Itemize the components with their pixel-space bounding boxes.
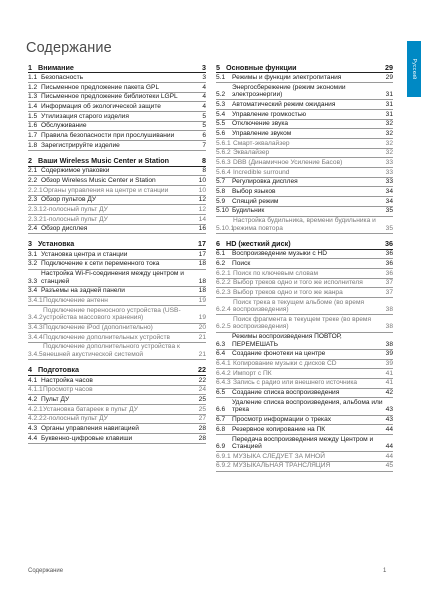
- toc-entry-number: 3.2: [28, 260, 38, 268]
- toc-section-heading[interactable]: [216, 63, 393, 73]
- toc-entry-title: Основные функции: [226, 62, 297, 72]
- toc-entry-title: Поиск фрагмента в текущем треке (во время воспроизведения): [233, 315, 372, 331]
- toc-entry-page: 43: [385, 406, 393, 414]
- toc-entry-title: Автоматический режим ожидания: [232, 100, 336, 108]
- toc-entry-number: 5: [216, 62, 220, 72]
- toc-entry[interactable]: [28, 73, 206, 83]
- toc-entry-title: Установка центра и станции: [41, 250, 128, 258]
- toc-entry-number: 4.2.1: [28, 405, 43, 413]
- toc-entry-page: 41: [385, 369, 393, 377]
- toc-entry[interactable]: [216, 398, 393, 415]
- toc-entry-title: Смарт-эквалайзер: [233, 139, 290, 147]
- toc-entry-page: 39: [385, 360, 393, 368]
- toc-entry-number: 5.7: [216, 178, 226, 186]
- toc-entry[interactable]: [216, 333, 393, 350]
- toc-section-heading[interactable]: [28, 240, 206, 250]
- toc-entry-title: Передача воспроизведения между Центром и Станцией: [232, 435, 374, 451]
- toc-entry-title: DBB (Динамичное Усиление Басов): [233, 158, 343, 166]
- toc-entry-number: 1: [28, 62, 32, 72]
- toc-entry-number: 5.2: [216, 91, 226, 99]
- toc-entry-page: 28: [198, 434, 206, 442]
- toc-entry-number: 5.1: [216, 73, 226, 81]
- toc-entry-page: 36: [385, 269, 393, 277]
- toc-entry[interactable]: [28, 225, 206, 235]
- toc-entry[interactable]: [28, 333, 206, 343]
- toc-entry-page: 44: [385, 452, 393, 460]
- toc-entry-page: 19: [198, 297, 206, 305]
- toc-section-heading[interactable]: [28, 366, 206, 376]
- toc-entry-number: 5.3: [216, 100, 226, 108]
- toc-entry-title: Обслуживание: [41, 122, 87, 130]
- toc-entry-number: 6.2.1: [216, 269, 231, 277]
- toc-entry-page: 33: [385, 168, 393, 176]
- toc-entry-number: 4: [28, 365, 32, 375]
- toc-entry-title: Создание фонотеки на центре: [232, 350, 326, 358]
- toc-entry[interactable]: [28, 260, 206, 270]
- toc-entry[interactable]: [216, 279, 393, 289]
- toc-entry-number: 1.3: [28, 93, 38, 101]
- toc-entry-title: Информация об экологической защите: [41, 102, 161, 110]
- toc-entry-title: 1-полосный пульт ДУ: [43, 215, 108, 223]
- toc-entry-number: 6.5: [216, 389, 226, 397]
- toc-entry[interactable]: [216, 389, 393, 399]
- toc-entry-title: МУЗЫКА СЛЕДУЕТ ЗА МНОЙ: [233, 452, 326, 460]
- toc-entry-title: Подключение дополнительного устройства к внешней акустической системой: [43, 343, 180, 359]
- toc-entry[interactable]: [28, 112, 206, 122]
- toc-entry-title: Ваши Wireless Music Center и Station: [38, 155, 169, 165]
- toc-entry-number: 2.3.1: [28, 205, 43, 213]
- toc-entry-title: Обзор Wireless Music Center и Station: [41, 176, 156, 184]
- toc-entry-title: Установка батареек в пульт ДУ: [43, 405, 138, 413]
- toc-entry-number: 6.1: [216, 250, 226, 258]
- toc-entry-number: 2.2.1: [28, 186, 43, 194]
- toc-entry-title: Резервное копирование на ПК: [232, 425, 326, 433]
- toc-entry-title: Создание списка воспроизведения: [232, 389, 340, 397]
- toc-entry-number: 5.6.1: [216, 139, 231, 147]
- toc-entry[interactable]: [216, 168, 393, 178]
- toc-entry-title: 2-полосный пульт ДУ: [43, 205, 108, 213]
- toc-entry[interactable]: [216, 315, 393, 332]
- toc-entry[interactable]: [216, 298, 393, 315]
- toc-entry[interactable]: [216, 425, 393, 435]
- toc-entry[interactable]: [216, 129, 393, 139]
- toc-entry-number: 3.1: [28, 250, 38, 258]
- toc-section-heading[interactable]: [28, 156, 206, 166]
- toc-entry-page: 29: [385, 62, 393, 72]
- toc-entry-number: 6.9.2: [216, 462, 231, 470]
- toc-entry-number: 3.4: [28, 287, 38, 295]
- toc-entry-page: 18: [198, 260, 206, 268]
- toc-entry[interactable]: [28, 415, 206, 425]
- toc-entry-page: 10: [198, 186, 206, 194]
- toc-entry-page: 5: [202, 122, 206, 130]
- toc-entry-page: 14: [198, 215, 206, 223]
- toc-entry-page: 33: [385, 178, 393, 186]
- toc-entry-number: 1.8: [28, 141, 38, 149]
- toc-entry-number: 6.2.3: [216, 288, 231, 296]
- toc-entry-number: 4.2: [28, 395, 38, 403]
- toc-entry-title: Подключение дополнительных устройств: [43, 333, 170, 341]
- toc-entry-title: Отключение звука: [232, 120, 289, 128]
- toc-entry-title: Подготовка: [38, 365, 79, 375]
- toc-entry[interactable]: [28, 176, 206, 186]
- toc-entry[interactable]: [216, 187, 393, 197]
- toc-entry[interactable]: [28, 186, 206, 196]
- toc-entry[interactable]: [28, 395, 206, 405]
- toc-entry[interactable]: [28, 83, 206, 93]
- toc-entry-page: 6: [202, 131, 206, 139]
- toc-entry-page: 36: [385, 259, 393, 267]
- toc-entry-page: 44: [385, 425, 393, 433]
- toc-entry-title: Запись с радио или внешнего источника: [233, 379, 358, 387]
- toc-entry[interactable]: [216, 369, 393, 379]
- toc-entry-page: 21: [198, 333, 206, 341]
- toc-entry-number: 3.4.3: [28, 324, 43, 332]
- toc-entry-title: Обзор пультов ДУ: [41, 196, 97, 204]
- toc-entry-number: 4.1: [28, 376, 38, 384]
- toc-entry-page: 35: [385, 207, 393, 215]
- toc-entry-title: Органы управления навигацией: [41, 424, 139, 432]
- toc-entry-page: 35: [385, 224, 393, 232]
- toc-entry-number: 6.9.1: [216, 452, 231, 460]
- toc-entry-title: Поиск трека в текущем альбоме (во время воспроизведения): [233, 298, 365, 314]
- toc-entry-page: 31: [385, 110, 393, 118]
- toc-entry[interactable]: [28, 141, 206, 151]
- toc-entry-number: 2.4: [28, 225, 38, 233]
- toc-entry-page: 10: [198, 176, 206, 184]
- toc-entry-page: 38: [385, 306, 393, 314]
- toc-entry-page: 44: [385, 443, 393, 451]
- toc-entry-title: Режимы и функции электропитания: [232, 73, 342, 81]
- toc-entry-number: 5.9: [216, 197, 226, 205]
- toc-entry[interactable]: [28, 205, 206, 215]
- toc-entry-page: 37: [385, 288, 393, 296]
- language-tab-label: Русский: [411, 58, 417, 80]
- toc-entry-title: Письменное предложение пакета GPL: [41, 83, 160, 91]
- toc-entry-number: 5.8: [216, 188, 226, 195]
- toc-entry-number: 6.2.5: [216, 323, 231, 331]
- toc-entry-title: Подключение iPod (дополнительно): [43, 324, 153, 332]
- toc-entry-title: Выбор треков одно и того же исполнителя: [233, 279, 363, 287]
- toc-entry-number: 2.3: [28, 196, 38, 204]
- toc-entry-number: 2.1: [28, 167, 38, 175]
- toc-entry-page: 5: [202, 112, 206, 120]
- toc-entry-page: 45: [385, 462, 393, 470]
- toc-entry-number: 6.2.2: [216, 279, 231, 287]
- toc-entry-title: Управление звуком: [232, 129, 292, 137]
- toc-entry[interactable]: [216, 360, 393, 370]
- toc-entry-title: Подключение переносного устройства (USB-устройства массового хранения): [43, 306, 181, 322]
- toc-entry-title: Разъемы на задней панели: [41, 287, 125, 295]
- toc-entry-page: 42: [385, 389, 393, 397]
- toc-entry-number: 1.4: [28, 102, 38, 110]
- toc-entry-number: 3.4.5: [28, 351, 43, 359]
- toc-entry[interactable]: [216, 178, 393, 188]
- toc-entry-page: 25: [198, 405, 206, 413]
- toc-entry-title: Поиск по ключевым словам: [233, 269, 319, 277]
- toc-column-right: [216, 63, 393, 472]
- toc-entry[interactable]: [216, 207, 393, 217]
- toc-entry[interactable]: [28, 297, 206, 307]
- toc-entry[interactable]: [28, 376, 206, 386]
- toc-entry-page: 12: [198, 205, 206, 213]
- toc-entry-title: Настройка будильника, времени будильника и режима повтора: [233, 217, 376, 232]
- toc-entry-title: Просмотр информации о треках: [232, 416, 332, 424]
- toc-entry[interactable]: [216, 110, 393, 120]
- toc-entry-number: 2.2: [28, 176, 38, 184]
- toc-entry-page: 27: [198, 415, 206, 423]
- toc-entry-number: 6.7: [216, 416, 226, 424]
- toc-entry-title: Установка: [38, 239, 75, 249]
- toc-entry-number: 4.2.2: [28, 415, 43, 423]
- toc-entry-title: Incredible surround: [233, 168, 290, 176]
- toc-entry[interactable]: [28, 270, 206, 287]
- toc-entry[interactable]: [28, 424, 206, 434]
- toc-entry[interactable]: [28, 102, 206, 112]
- toc-entry[interactable]: [28, 324, 206, 334]
- toc-entry-number: 3: [28, 239, 32, 249]
- toc-entry-number: 5.6: [216, 129, 226, 137]
- toc-entry-number: 6.3: [216, 340, 226, 348]
- toc-entry[interactable]: [216, 100, 393, 110]
- toc-entry[interactable]: [216, 158, 393, 168]
- toc-entry[interactable]: [216, 462, 393, 472]
- toc-entry-page: 17: [198, 250, 206, 258]
- toc-entry-title: Будильник: [232, 207, 265, 215]
- toc-entry-number: 5.6.4: [216, 168, 231, 176]
- footer-section-label: Содержание: [28, 568, 64, 574]
- toc-entry-page: 22: [198, 376, 206, 384]
- toc-entry-page: 31: [385, 91, 393, 99]
- toc-entry-title: Поиск: [232, 259, 251, 267]
- toc-entry-page: 32: [385, 120, 393, 128]
- toc-entry-page: 3: [202, 73, 206, 81]
- toc-entry-title: Выбор языков: [232, 188, 276, 195]
- toc-entry-title: Энергосбережение (режим экономии электроэнергии): [232, 83, 346, 99]
- toc-entry-page: 34: [385, 197, 393, 205]
- toc-entry[interactable]: [28, 434, 206, 444]
- toc-entry[interactable]: [28, 287, 206, 297]
- toc-entry[interactable]: [216, 197, 393, 207]
- toc-entry[interactable]: [28, 343, 206, 360]
- toc-entry-title: Правила безопасности при прослушивании: [41, 131, 175, 139]
- toc-entry-number: 2.3.2: [28, 215, 43, 223]
- toc-entry-number: 1.7: [28, 131, 38, 139]
- toc-entry[interactable]: [28, 196, 206, 206]
- toc-entry-title: Буквенно-цифровые клавиши: [41, 434, 133, 442]
- toc-entry[interactable]: [28, 93, 206, 103]
- page-number: 1: [383, 568, 387, 574]
- toc-entry[interactable]: [216, 73, 393, 83]
- toc-entry-page: 43: [385, 416, 393, 424]
- toc-entry-title: Подключение к сети переменного тока: [41, 260, 160, 268]
- toc-entry-number: 3.4.1: [28, 297, 43, 305]
- toc-entry-page: 16: [198, 225, 206, 233]
- toc-entry-number: 5.4: [216, 110, 226, 118]
- toc-entry-title: 2-полосный пульт ДУ: [43, 415, 108, 423]
- toc-entry-title: Копирование музыки с дисков CD: [233, 360, 337, 368]
- toc-entry-number: 6.6: [216, 406, 226, 414]
- toc-entry-page: 31: [385, 100, 393, 108]
- toc-entry-number: 5.5: [216, 120, 226, 128]
- toc-entry-page: 22: [198, 365, 206, 375]
- toc-entry[interactable]: [216, 269, 393, 279]
- toc-entry-number: 1.2: [28, 83, 38, 91]
- toc-entry-page: 38: [385, 323, 393, 331]
- toc-entry-page: 25: [198, 395, 206, 403]
- toc-entry-page: 24: [198, 386, 206, 394]
- page-title: Содержание: [26, 40, 112, 56]
- toc-entry[interactable]: [216, 435, 393, 452]
- toc-entry[interactable]: [216, 416, 393, 426]
- toc-entry-number: 6.8: [216, 425, 226, 433]
- toc-entry-title: Настройка Wi-Fi-соединения между центром и станцией: [41, 270, 184, 285]
- toc-entry-title: Настройка часов: [41, 376, 93, 384]
- toc-entry-number: 4.4: [28, 434, 38, 442]
- toc-entry-title: Безопасность: [41, 73, 84, 81]
- toc-entry[interactable]: [216, 139, 393, 149]
- toc-entry-page: 33: [385, 158, 393, 166]
- toc-entry[interactable]: [216, 217, 393, 234]
- toc-entry[interactable]: [216, 120, 393, 130]
- toc-entry-page: 32: [385, 129, 393, 137]
- toc-entry-title: Воспроизведение музыки с HD: [232, 250, 327, 258]
- toc-entry[interactable]: [28, 131, 206, 141]
- toc-entry[interactable]: [216, 83, 393, 100]
- toc-entry[interactable]: [216, 250, 393, 260]
- toc-entry-page: 7: [202, 141, 206, 149]
- toc-entry[interactable]: [216, 379, 393, 389]
- toc-entry-page: 19: [198, 314, 206, 322]
- toc-entry-page: 3: [202, 62, 206, 72]
- toc-column-left: [28, 63, 206, 444]
- toc-entry-title: Режимы воспроизведения ПОВТОР, ПЕРЕМЕШАТЬ: [232, 333, 342, 348]
- toc-entry-page: 20: [198, 324, 206, 332]
- toc-entry-title: Импорт с ПК: [233, 369, 272, 377]
- toc-entry-page: 8: [202, 167, 206, 175]
- toc-entry-page: 32: [385, 139, 393, 147]
- toc-entry-number: 3.3: [28, 277, 38, 285]
- language-tab: [407, 41, 421, 97]
- toc-entry[interactable]: [216, 259, 393, 269]
- toc-entry-title: Пульт ДУ: [41, 395, 70, 403]
- toc-entry-page: 18: [198, 277, 206, 285]
- toc-entry-page: 8: [202, 155, 206, 165]
- toc-entry-title: Просмотр часов: [43, 386, 93, 394]
- toc-entry-title: Управление громкостью: [232, 110, 307, 118]
- toc-entry-page: 4: [202, 102, 206, 110]
- toc-entry-number: 6.4.1: [216, 360, 231, 368]
- toc-entry-title: Письменное предложение библиотеки LGPL: [41, 93, 178, 101]
- toc-entry-title: Эквалайзер: [233, 149, 270, 157]
- toc-section-heading[interactable]: [28, 63, 206, 73]
- toc-entry-title: Выбор треков одно и того же жанра: [233, 288, 343, 296]
- toc-entry-title: Удаление списка воспроизведения, альбома или трека: [232, 398, 383, 414]
- toc-entry[interactable]: [216, 288, 393, 298]
- toc-entry-page: 4: [202, 83, 206, 91]
- toc-entry-title: HD (жесткий диск): [226, 238, 291, 248]
- toc-entry[interactable]: [28, 405, 206, 415]
- toc-entry-number: 2: [28, 155, 32, 165]
- toc-entry-number: 3.4.4: [28, 333, 43, 341]
- toc-entry[interactable]: [28, 306, 206, 323]
- toc-entry-page: 36: [385, 250, 393, 258]
- toc-entry-page: 12: [198, 196, 206, 204]
- toc-entry[interactable]: [28, 122, 206, 132]
- toc-entry[interactable]: [28, 386, 206, 396]
- toc-entry-number: 6.9: [216, 443, 226, 451]
- toc-entry-page: 18: [198, 287, 206, 295]
- toc-entry-title: Обзор дисплея: [41, 225, 88, 233]
- toc-entry-number: 6.2: [216, 259, 226, 267]
- toc-entry-number: 5.6.2: [216, 149, 231, 157]
- toc-entry-page: 28: [198, 424, 206, 432]
- toc-entry-title: Утилизация старого изделия: [41, 112, 129, 120]
- toc-entry-number: 1.5: [28, 112, 38, 120]
- toc-entry-number: 1.6: [28, 122, 38, 130]
- toc-entry[interactable]: [28, 250, 206, 260]
- toc-entry-page: 41: [385, 379, 393, 387]
- toc-entry[interactable]: [216, 149, 393, 159]
- toc-entry-page: 38: [385, 340, 393, 348]
- toc-entry-title: Регулировка дисплея: [232, 178, 298, 186]
- toc-entry-title: Зарегистрируйте изделие: [41, 141, 120, 149]
- toc-entry-number: 4.3: [28, 424, 38, 432]
- toc-entry-title: МУЗЫКАЛЬНАЯ ТРАНСЛЯЦИЯ: [233, 462, 331, 470]
- toc-entry-number: 6: [216, 238, 220, 248]
- toc-entry-title: Внимание: [38, 62, 74, 72]
- toc-entry-number: 4.1.1: [28, 386, 43, 394]
- toc-entry-number: 5.6.3: [216, 158, 231, 166]
- toc-entry-page: 21: [198, 351, 206, 359]
- toc-entry-page: 29: [385, 73, 393, 81]
- toc-entry-page: 36: [385, 238, 393, 248]
- toc-entry-page: 32: [385, 149, 393, 157]
- toc-entry[interactable]: [28, 215, 206, 225]
- toc-entry-number: 3.4.2: [28, 314, 43, 322]
- toc-entry-page: 4: [202, 93, 206, 101]
- toc-entry-title: Содержимое упаковки: [41, 167, 110, 175]
- toc-entry-number: 6.4.2: [216, 369, 231, 377]
- toc-entry-title: Подключение антенн: [43, 297, 108, 305]
- toc-entry-number: 5.10.1: [216, 224, 235, 232]
- toc-entry-number: 6.2.4: [216, 306, 231, 314]
- toc-entry-number: 6.4: [216, 350, 226, 358]
- toc-entry[interactable]: [28, 167, 206, 177]
- toc-entry-page: 37: [385, 279, 393, 287]
- toc-entry[interactable]: [216, 452, 393, 462]
- toc-entry-page: 34: [385, 188, 393, 195]
- toc-entry[interactable]: [216, 350, 393, 360]
- toc-entry-number: 1.1: [28, 73, 38, 81]
- toc-entry-number: 5.10: [216, 207, 229, 215]
- toc-entry-number: 6.4.3: [216, 379, 231, 387]
- toc-section-heading[interactable]: [216, 239, 393, 249]
- toc-entry-title: Органы управления на центре и станции: [43, 186, 169, 194]
- toc-entry-title: Спящий режим: [232, 197, 279, 205]
- toc-entry-page: 39: [385, 350, 393, 358]
- toc-entry-page: 17: [198, 239, 206, 249]
